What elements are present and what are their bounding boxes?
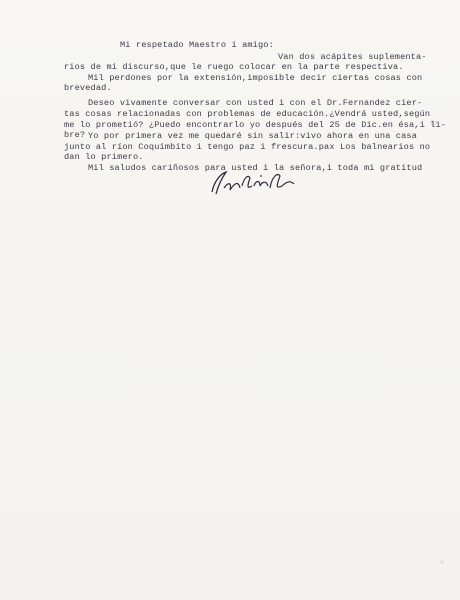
salutation: Mi respetado Maestro i amigo: (120, 40, 274, 50)
letter-line: tas cosas relacionadas con problemas de educación.¿Vendrá usted,según (64, 109, 431, 119)
letter-line: Mil saludos cariñosos para usted i la señora,i toda mi gratitud (88, 163, 423, 173)
letter-line: Deseo vivamente conversar con usted i con el Dr.Fernandez cier- (88, 98, 423, 108)
letter-line: Van dos acápites suplementa- (278, 52, 427, 62)
letter-line: me lo prometió? ¿Puedo encontrarlo yo después del 25 de Dic.en ésa,i li- (64, 120, 447, 130)
letter-line: dan lo primero. (64, 152, 144, 162)
letter-line: rios de mi discurso,que le ruego colocar en la parte respectiva. (64, 62, 404, 72)
letter-line: junto al ríon Coquimbito i tengo paz i frescura.pax Los balnearios no (64, 142, 431, 152)
letter-line: bre? (64, 130, 86, 140)
letter-line: brevedad. (64, 83, 112, 93)
letter-line: Yo por primera vez me quedaré sin salir:vivo ahora en una casa (88, 131, 418, 141)
handwritten-signature (204, 164, 304, 198)
letter-line: Mil perdones por la extensión,imposible decir ciertas cosas con (88, 73, 423, 83)
